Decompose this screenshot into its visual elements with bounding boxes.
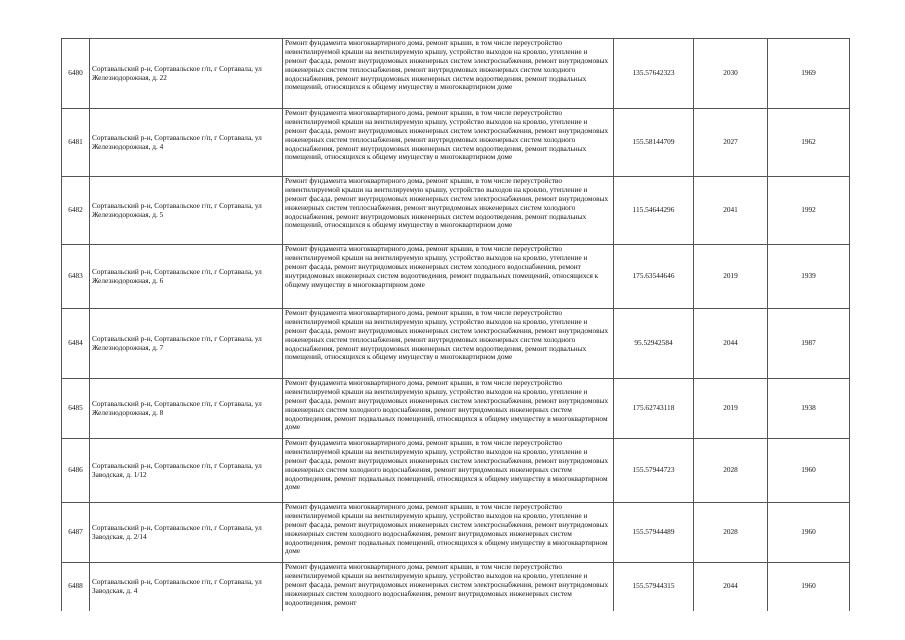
row-number: 6480 — [62, 39, 90, 109]
address-cell: Сортавальский р-н, Сортавальское г/п, г Сортавала, ул Заводская, д. 1/12 — [90, 439, 283, 503]
build-year-cell: 1987 — [768, 309, 850, 379]
row-number: 6484 — [62, 309, 90, 379]
plan-year-cell: 2041 — [694, 177, 768, 245]
address-cell: Сортавальский р-н, Сортавальское г/п, г Сортавала, ул Железнодорожная, д. 8 — [90, 379, 283, 439]
table-row — [62, 439, 850, 503]
works-cell: Ремонт фундамента многоквартирного дома, ремонт крыши, в том числе переустройство невентилируемой крыши на вентилируемую крышу, устройство выходов на кровлю, утепление и ремонт фасада, ремонт внутридомовых инженерных систем электроснабжения, ремонт внутридомовых инженерных систем теплоснабжения, ремонт внутридомовых инженерных систем холодного водоснабжения, ремонт внутридомовых инженерных систем водоотведения, ремонт подвальных помещений, относящихся к общему имуществу в многоквартирном доме — [283, 309, 614, 379]
build-year-cell: 1992 — [768, 177, 850, 245]
table-row — [62, 503, 850, 563]
row-number: 6481 — [62, 109, 90, 177]
works-cell: Ремонт фундамента многоквартирного дома, ремонт крыши, в том числе переустройство невентилируемой крыши на вентилируемую крышу, устройство выходов на кровлю, утепление и ремонт фасада, ремонт внутридомовых инженерных систем электроснабжения, ремонт внутридомовых инженерных систем холодного водоснабжения, ремонт внутридомовых инженерных систем водоотведения, ремонт подвальных помещений, относящихся к общему имуществу в многоквартирном доме — [283, 379, 614, 439]
table-body — [62, 39, 850, 611]
works-cell: Ремонт фундамента многоквартирного дома, ремонт крыши, в том числе переустройство невентилируемой крыши на вентилируемую крышу, устройство выходов на кровлю, утепление и ремонт фасада, ремонт внутридомовых инженерных систем холодного водоснабжения, ремонт внутридомовых инженерных систем водоотведения, ремонт подвальных помещений, относящихся к общему имуществу в многоквартирном доме — [283, 245, 614, 309]
address-cell: Сортавальский р-н, Сортавальское г/п, г Сортавала, ул Железнодорожная, д. 4 — [90, 109, 283, 177]
repair-program-table — [61, 38, 850, 611]
table-row — [62, 245, 850, 309]
plan-year-cell: 2044 — [694, 563, 768, 611]
plan-year-cell: 2028 — [694, 439, 768, 503]
works-cell: Ремонт фундамента многоквартирного дома, ремонт крыши, в том числе переустройство невентилируемой крыши на вентилируемую крышу, устройство выходов на кровлю, утепление и ремонт фасада, ремонт внутридомовых инженерных систем электроснабжения, ремонт внутридомовых инженерных систем теплоснабжения, ремонт внутридомовых инженерных систем холодного водоснабжения, ремонт внутридомовых инженерных систем водоотведения, ремонт подвальных помещений, относящихся к общему имуществу в многоквартирном доме — [283, 177, 614, 245]
address-cell: Сортавальский р-н, Сортавальское г/п, г Сортавала, ул Железнодорожная, д. 22 — [90, 39, 283, 109]
build-year-cell: 1969 — [768, 39, 850, 109]
row-number: 6482 — [62, 177, 90, 245]
build-year-cell: 1960 — [768, 439, 850, 503]
table-row — [62, 379, 850, 439]
build-year-cell: 1939 — [768, 245, 850, 309]
index-cell: 155.58144709 — [614, 109, 694, 177]
works-cell: Ремонт фундамента многоквартирного дома, ремонт крыши, в том числе переустройство невентилируемой крыши на вентилируемую крышу, устройство выходов на кровлю, утепление и ремонт фасада, ремонт внутридомовых инженерных систем электроснабжения, ремонт внутридомовых инженерных систем теплоснабжения, ремонт внутридомовых инженерных систем холодного водоснабжения, ремонт внутридомовых инженерных систем водоотведения, ремонт подвальных помещений, относящихся к общему имуществу в многоквартирном доме — [283, 109, 614, 177]
table-row — [62, 563, 850, 611]
table-row — [62, 309, 850, 379]
works-cell: Ремонт фундамента многоквартирного дома, ремонт крыши, в том числе переустройство невентилируемой крыши на вентилируемую крышу, устройство выходов на кровлю, утепление и ремонт фасада, ремонт внутридомовых инженерных систем электроснабжения, ремонт внутридомовых инженерных систем теплоснабжения, ремонт внутридомовых инженерных систем холодного водоснабжения, ремонт внутридомовых инженерных систем водоотведения, ремонт подвальных помещений, относящихся к общему имуществу в многоквартирном доме — [283, 39, 614, 109]
plan-year-cell: 2019 — [694, 245, 768, 309]
index-cell: 135.57642323 — [614, 39, 694, 109]
index-cell: 95.52942584 — [614, 309, 694, 379]
plan-year-cell: 2028 — [694, 503, 768, 563]
row-number: 6487 — [62, 503, 90, 563]
plan-year-cell: 2027 — [694, 109, 768, 177]
works-cell: Ремонт фундамента многоквартирного дома, ремонт крыши, в том числе переустройство невентилируемой крыши на вентилируемую крышу, устройство выходов на кровлю, утепление и ремонт фасада, ремонт внутридомовых инженерных систем электроснабжения, ремонт внутридомовых инженерных систем холодного водоснабжения, ремонт внутридомовых инженерных систем водоотведения, ремонт подвальных помещений, относящихся к общему имуществу в многоквартирном доме — [283, 439, 614, 503]
table-row — [62, 109, 850, 177]
address-cell: Сортавальский р-н, Сортавальское г/п, г Сортавала, ул Заводская, д. 2/14 — [90, 503, 283, 563]
plan-year-cell: 2044 — [694, 309, 768, 379]
build-year-cell: 1960 — [768, 563, 850, 611]
works-cell: Ремонт фундамента многоквартирного дома, ремонт крыши, в том числе переустройство невентилируемой крыши на вентилируемую крышу, устройство выходов на кровлю, утепление и ремонт фасада, ремонт внутридомовых инженерных систем электроснабжения, ремонт внутридомовых инженерных систем холодного водоснабжения, ремонт внутридомовых инженерных систем водоотведения, ремонт — [283, 563, 614, 611]
index-cell: 175.62743118 — [614, 379, 694, 439]
build-year-cell: 1938 — [768, 379, 850, 439]
index-cell: 155.57944315 — [614, 563, 694, 611]
index-cell: 175.63544646 — [614, 245, 694, 309]
address-cell: Сортавальский р-н, Сортавальское г/п, г Сортавала, ул Заводская, д. 4 — [90, 563, 283, 611]
row-number: 6485 — [62, 379, 90, 439]
works-cell: Ремонт фундамента многоквартирного дома, ремонт крыши, в том числе переустройство невентилируемой крыши на вентилируемую крышу, устройство выходов на кровлю, утепление и ремонт фасада, ремонт внутридомовых инженерных систем электроснабжения, ремонт внутридомовых инженерных систем холодного водоснабжения, ремонт внутридомовых инженерных систем водоотведения, ремонт подвальных помещений, относящихся к общему имуществу в многоквартирном доме — [283, 503, 614, 563]
address-cell: Сортавальский р-н, Сортавальское г/п, г Сортавала, ул Железнодорожная, д. 5 — [90, 177, 283, 245]
address-cell: Сортавальский р-н, Сортавальское г/п, г Сортавала, ул Железнодорожная, д. 7 — [90, 309, 283, 379]
row-number: 6486 — [62, 439, 90, 503]
build-year-cell: 1960 — [768, 503, 850, 563]
table-row — [62, 177, 850, 245]
index-cell: 155.57944723 — [614, 439, 694, 503]
row-number: 6488 — [62, 563, 90, 611]
row-number: 6483 — [62, 245, 90, 309]
address-cell: Сортавальский р-н, Сортавальское г/п, г Сортавала, ул Железнодорожная, д. 6 — [90, 245, 283, 309]
table-row — [62, 39, 850, 109]
index-cell: 115.54644296 — [614, 177, 694, 245]
build-year-cell: 1962 — [768, 109, 850, 177]
plan-year-cell: 2030 — [694, 39, 768, 109]
index-cell: 155.57944489 — [614, 503, 694, 563]
plan-year-cell: 2019 — [694, 379, 768, 439]
